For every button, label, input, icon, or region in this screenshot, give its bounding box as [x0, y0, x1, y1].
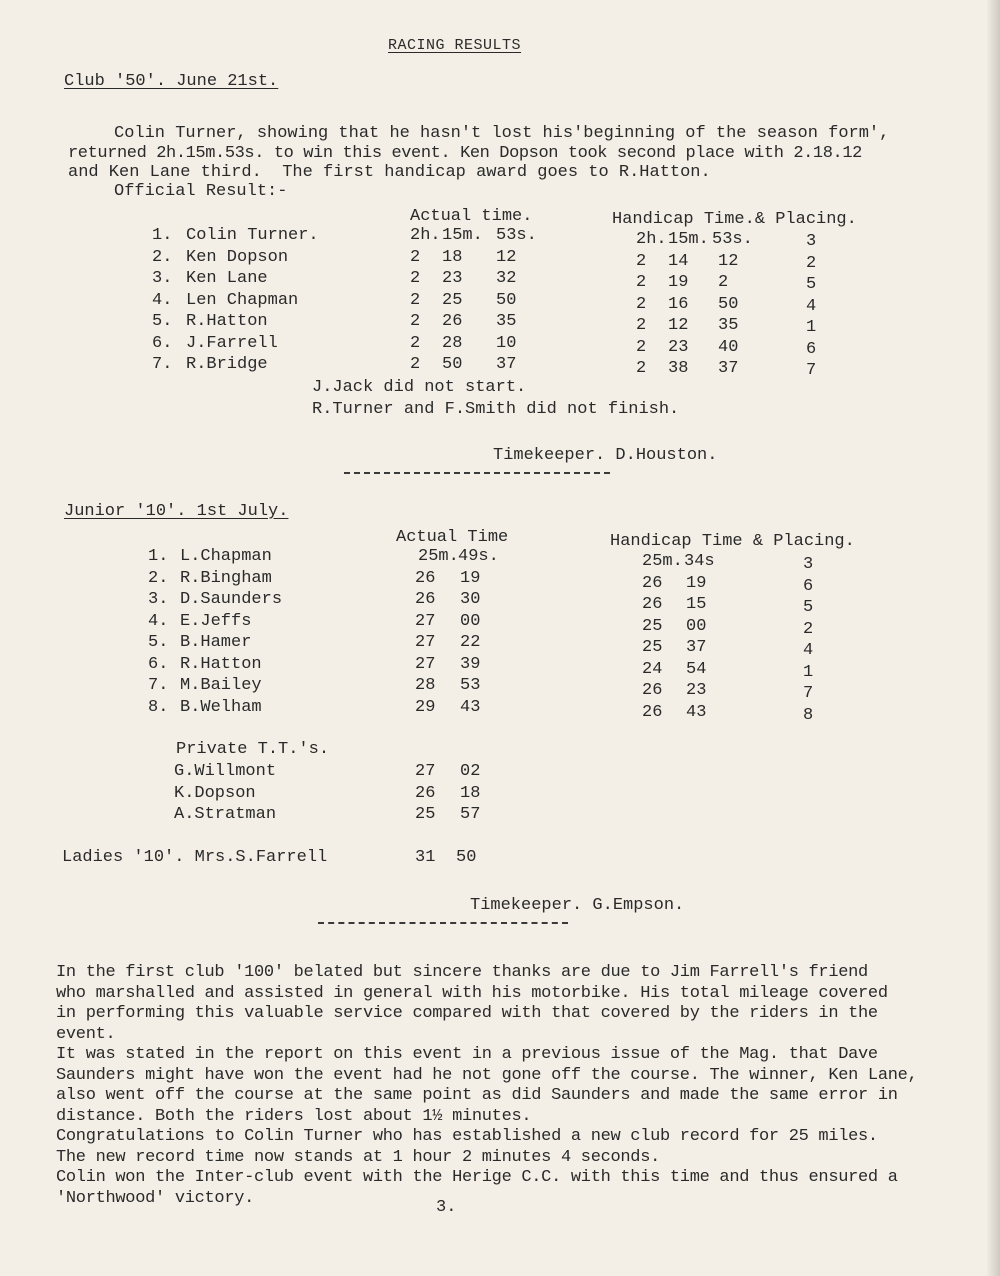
handicap-minutes: 38 — [668, 359, 689, 378]
actual-seconds: 00 — [460, 611, 481, 631]
handicap-seconds: 00 — [686, 616, 707, 636]
actual-seconds: 50 — [496, 290, 517, 310]
handicap-minutes: 14 — [668, 251, 689, 271]
junior10-heading: Junior '10'. 1st July. — [64, 502, 289, 521]
notes-line: In the first club '100' belated but sincere thanks are due to Jim Farrell's friend — [56, 963, 868, 982]
club50-col-actual: Actual time. — [410, 207, 533, 226]
notes-line: event. — [56, 1024, 116, 1044]
rider-name: Colin Turner. — [186, 226, 319, 245]
notes-line: in performing this valuable service compared with that covered by the riders in the — [56, 1004, 878, 1023]
handicap-seconds: 53s. — [712, 230, 753, 249]
handicap-placing: 7 — [806, 361, 817, 380]
result-position: 4. — [152, 290, 173, 310]
handicap-seconds: 40 — [718, 337, 739, 357]
ladies-label: Ladies '10'. Mrs.S.Farrell — [62, 848, 328, 867]
page-edge-shadow — [986, 0, 1000, 1276]
rider-name: Len Chapman — [186, 290, 299, 310]
result-position: 4. — [148, 611, 169, 631]
result-position: 2. — [148, 568, 169, 588]
actual-hours: 2 — [410, 312, 421, 331]
handicap-seconds: 15 — [686, 595, 707, 614]
actual-minutes: 50 — [442, 355, 463, 374]
rider-name: A.Stratman — [174, 805, 277, 824]
handicap-minutes: 24 — [642, 659, 663, 679]
actual-seconds: 30 — [460, 590, 481, 609]
ladies-seconds: 50 — [456, 848, 477, 867]
handicap-placing: 3 — [806, 232, 817, 251]
handicap-placing: 1 — [803, 662, 814, 682]
handicap-minutes: 16 — [668, 294, 689, 314]
result-position: 7. — [148, 676, 169, 695]
actual-minutes: 25 — [415, 805, 436, 824]
result-position: 1. — [148, 547, 169, 566]
rider-name: R.Bingham — [180, 568, 272, 588]
handicap-hours: 2 — [636, 251, 647, 271]
handicap-placing: 6 — [806, 339, 817, 359]
actual-minutes: 27 — [415, 611, 436, 631]
handicap-minutes: 26 — [642, 595, 663, 614]
page-number: 3. — [436, 1198, 457, 1217]
actual-minutes: 25m. — [418, 547, 459, 566]
rider-name: Ken Lane — [186, 269, 268, 288]
actual-seconds: 43 — [460, 697, 481, 717]
junior10-timekeeper: Timekeeper. G.Empson. — [470, 896, 685, 915]
rider-name: L.Chapman — [180, 547, 272, 566]
handicap-minutes: 23 — [668, 337, 689, 357]
handicap-seconds: 34s — [684, 552, 715, 571]
club50-intro-3: and Ken Lane third. The first handicap award goes to R.Hatton. — [68, 163, 711, 182]
handicap-placing: 2 — [803, 619, 814, 639]
handicap-minutes: 26 — [642, 573, 663, 593]
club50-intro-1: Colin Turner, showing that he hasn't lost his'beginning of the season form', — [114, 124, 890, 143]
rider-name: Ken Dopson — [186, 247, 289, 267]
club50-intro-4: Official Result:- — [114, 182, 288, 201]
rider-name: D.Saunders — [180, 590, 283, 609]
handicap-hours: 2 — [636, 273, 647, 292]
handicap-minutes: 19 — [668, 273, 689, 292]
actual-seconds: 37 — [496, 355, 517, 374]
result-position: 3. — [152, 269, 173, 288]
handicap-placing: 3 — [803, 555, 814, 574]
actual-minutes: 28 — [442, 333, 463, 353]
ladies-minutes: 31 — [415, 848, 436, 867]
actual-minutes: 27 — [415, 633, 436, 652]
club50-heading: Club '50'. June 21st. — [64, 72, 279, 91]
handicap-placing: 4 — [803, 641, 814, 660]
actual-minutes: 29 — [415, 697, 436, 717]
club50-timekeeper: Timekeeper. D.Houston. — [493, 446, 718, 465]
handicap-seconds: 19 — [686, 573, 707, 593]
actual-hours: 2h. — [410, 226, 441, 245]
handicap-minutes: 25m. — [642, 552, 683, 571]
handicap-minutes: 26 — [642, 681, 663, 700]
actual-hours: 2 — [410, 355, 421, 374]
handicap-hours: 2 — [636, 359, 647, 378]
handicap-seconds: 54 — [686, 659, 707, 679]
handicap-placing: 1 — [806, 318, 817, 337]
handicap-minutes: 12 — [668, 316, 689, 335]
rider-name: R.Hatton — [186, 312, 268, 331]
notes-line: The new record time now stands at 1 hour 2 minutes 4 seconds. — [56, 1147, 661, 1167]
divider — [318, 922, 568, 924]
handicap-seconds: 12 — [718, 251, 739, 271]
actual-seconds: 22 — [460, 633, 481, 652]
actual-hours: 2 — [410, 333, 421, 353]
handicap-placing: 5 — [803, 598, 814, 617]
handicap-placing: 5 — [806, 275, 817, 294]
notes-line: who marshalled and assisted in general with his motorbike. His total mileage covered — [56, 983, 888, 1003]
actual-minutes: 25 — [442, 290, 463, 310]
club50-intro-2: returned 2h.15m.53s. to win this event. Ken Dopson took second place with 2.18.12 — [68, 144, 862, 163]
actual-minutes: 27 — [415, 654, 436, 674]
club50-col-handicap: Handicap Time.& Placing. — [612, 210, 857, 229]
rider-name: R.Hatton — [180, 654, 262, 674]
notes-line: also went off the course at the same point as did Saunders and made the same error in — [56, 1086, 898, 1105]
actual-minutes: 26 — [415, 568, 436, 588]
handicap-seconds: 2 — [718, 273, 729, 292]
handicap-placing: 7 — [803, 684, 814, 703]
notes-line: 'Northwood' victory. — [56, 1188, 255, 1208]
junior10-col-handicap: Handicap Time & Placing. — [610, 532, 855, 551]
handicap-placing: 6 — [803, 576, 814, 596]
result-position: 7. — [152, 355, 173, 374]
actual-seconds: 53 — [460, 676, 481, 695]
club50-dnf: R.Turner and F.Smith did not finish. — [312, 400, 680, 419]
rider-name: E.Jeffs — [180, 611, 252, 631]
rider-name: M.Bailey — [180, 676, 262, 695]
actual-seconds: 39 — [460, 654, 481, 674]
handicap-placing: 8 — [803, 705, 814, 725]
handicap-seconds: 37 — [718, 359, 739, 378]
actual-seconds: 12 — [496, 247, 517, 267]
result-position: 5. — [148, 633, 169, 652]
actual-minutes: 27 — [415, 762, 436, 781]
handicap-seconds: 23 — [686, 681, 707, 700]
actual-seconds: 10 — [496, 333, 517, 353]
handicap-hours: 2 — [636, 337, 647, 357]
actual-minutes: 15m. — [442, 226, 483, 245]
handicap-minutes: 25 — [642, 638, 663, 657]
actual-hours: 2 — [410, 247, 421, 267]
handicap-hours: 2 — [636, 294, 647, 314]
club50-dns: J.Jack did not start. — [312, 378, 527, 397]
notes-line: Saunders might have won the event had he not gone off the course. The winner, Ken Lane, — [56, 1065, 918, 1085]
actual-seconds: 02 — [460, 762, 481, 781]
rider-name: J.Farrell — [186, 333, 278, 353]
handicap-seconds: 35 — [718, 316, 739, 335]
handicap-placing: 2 — [806, 253, 817, 273]
actual-hours: 2 — [410, 269, 421, 288]
result-position: 6. — [148, 654, 169, 674]
handicap-minutes: 15m. — [668, 230, 709, 249]
result-position: 2. — [152, 247, 173, 267]
actual-minutes: 26 — [415, 783, 436, 803]
actual-minutes: 23 — [442, 269, 463, 288]
handicap-minutes: 26 — [642, 702, 663, 722]
notes-line: It was stated in the report on this event in a previous issue of the Mag. that Dave — [56, 1045, 878, 1064]
actual-seconds: 19 — [460, 568, 481, 588]
notes-line: Colin won the Inter-club event with the Herige C.C. with this time and thus ensured a — [56, 1168, 898, 1187]
actual-seconds: 53s. — [496, 226, 537, 245]
result-position: 3. — [148, 590, 169, 609]
private-tt-heading: Private T.T.'s. — [176, 740, 330, 759]
result-position: 6. — [152, 333, 173, 353]
handicap-hours: 2h. — [636, 230, 667, 249]
junior10-col-actual: Actual Time — [396, 528, 509, 547]
rider-name: G.Willmont — [174, 762, 277, 781]
rider-name: K.Dopson — [174, 783, 256, 803]
divider — [344, 472, 610, 474]
actual-minutes: 28 — [415, 676, 436, 695]
page-title: RACING RESULTS — [388, 37, 522, 54]
rider-name: B.Welham — [180, 697, 262, 717]
result-position: 8. — [148, 697, 169, 717]
actual-seconds: 57 — [460, 805, 481, 824]
handicap-placing: 4 — [806, 296, 817, 316]
handicap-seconds: 43 — [686, 702, 707, 722]
actual-seconds: 35 — [496, 312, 517, 331]
actual-minutes: 26 — [415, 590, 436, 609]
actual-seconds: 49s. — [458, 547, 499, 566]
rider-name: R.Bridge — [186, 355, 268, 374]
handicap-seconds: 50 — [718, 294, 739, 314]
notes-line: Congratulations to Colin Turner who has established a new club record for 25 miles. — [56, 1127, 878, 1146]
notes-line: distance. Both the riders lost about 1½ minutes. — [56, 1106, 532, 1126]
actual-minutes: 18 — [442, 247, 463, 267]
actual-seconds: 32 — [496, 269, 517, 288]
result-position: 5. — [152, 312, 173, 331]
actual-hours: 2 — [410, 290, 421, 310]
actual-seconds: 18 — [460, 783, 481, 803]
handicap-minutes: 25 — [642, 616, 663, 636]
actual-minutes: 26 — [442, 312, 463, 331]
result-position: 1. — [152, 226, 173, 245]
handicap-seconds: 37 — [686, 638, 707, 657]
handicap-hours: 2 — [636, 316, 647, 335]
rider-name: B.Hamer — [180, 633, 252, 652]
